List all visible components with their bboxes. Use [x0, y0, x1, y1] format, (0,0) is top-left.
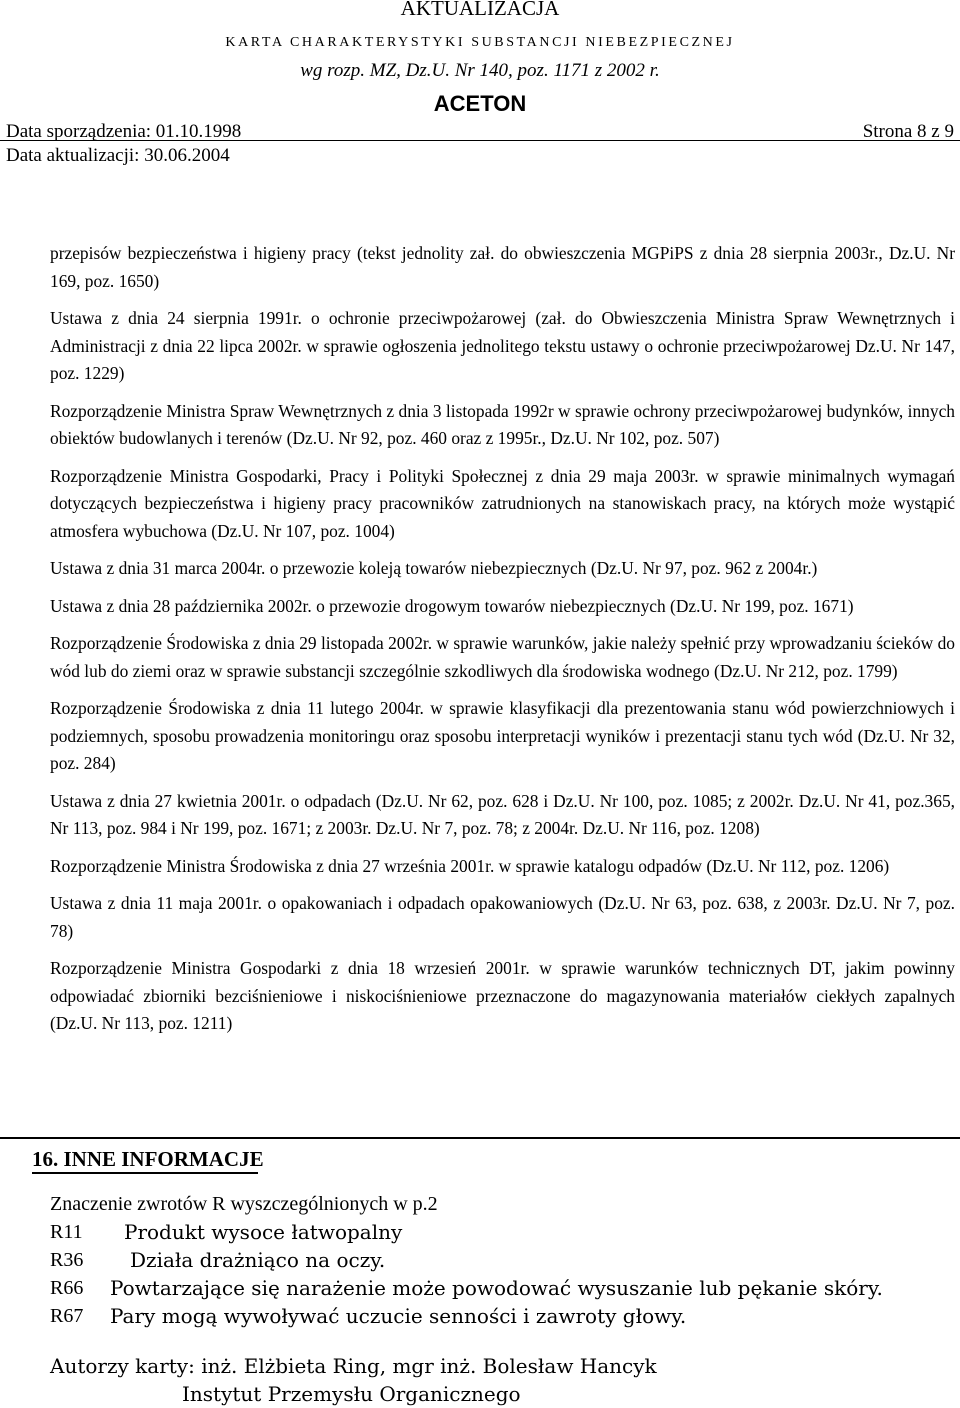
- regulation-paragraph: Rozporządzenie Środowiska z dnia 29 listopada 2002r. w sprawie warunków, jakie należy spełnić przy wprowadzaniu ścieków do wód lub do ziemi oraz w sprawie substancji szczególnie szkodliwych dla środowiska wodnego (Dz.U. Nr 212, poz. 1799): [50, 633, 955, 681]
- regulation-paragraph: Rozporządzenie Ministra Gospodarki z dnia 18 wrzesień 2001r. w sprawie warunków technicznych DT, jakim powinny odpowiadać zbiorniki bezciśnieniowe i niskociśnieniowe przeznaczone do magazynowania materiałów ciekłych zapalnych (Dz.U. Nr 113, poz. 1211): [50, 958, 955, 1033]
- r-phrase-text: Działa drażniąco na oczy.: [130, 1248, 386, 1272]
- regulation-paragraph: przepisów bezpieczeństwa i higieny pracy (tekst jednolity zał. do obwieszczenia MGPiPS z dnia 28 sierpnia 2003r., Dz.U. Nr 169, poz. 1650): [50, 243, 955, 291]
- regulation-paragraph: Rozporządzenie Ministra Spraw Wewnętrznych z dnia 3 listopada 1992r w sprawie ochrony przeciwpożarowej budynków, innych obiektów budowlanych i terenów (Dz.U. Nr 92, poz. 460 oraz z 1995r., Dz.U. Nr 102, poz. 507): [50, 400, 955, 448]
- creation-date: Data sporządzenia: 01.10.1998: [6, 121, 242, 142]
- authors-block: [50, 1352, 657, 1408]
- r-phrases-intro: Znaczenie zwrotów R wyszczególnionych w p.2: [50, 1193, 438, 1215]
- r-phrase-row: [50, 1218, 883, 1246]
- r-phrase-row: [50, 1302, 883, 1330]
- regulation-paragraph: Rozporządzenie Środowiska z dnia 11 lutego 2004r. w sprawie klasyfikacji dla prezentowania stanu wód powierzchniowych i podziemnych, sposobu prowadzenia monitoringu oraz sposobu interpretacji wyników i prezentacji stanu tych wód (Dz.U. Nr 32, poz. 284): [50, 698, 955, 773]
- section-divider: [0, 1137, 960, 1139]
- r-phrase-code: R36: [50, 1249, 84, 1271]
- authors-line: Autorzy karty: inż. Elżbieta Ring, mgr inż. Bolesław Hancyk: [50, 1354, 657, 1378]
- document-type: KARTA CHARAKTERYSTYKI SUBSTANCJI NIEBEZPIECZNEJ: [225, 35, 735, 50]
- regulation-paragraph: Ustawa z dnia 31 marca 2004r. o przewozie koleją towarów niebezpiecznych (Dz.U. Nr 97, poz. 962 z 2004r.): [50, 558, 818, 578]
- r-phrase-row: [50, 1246, 883, 1274]
- legal-basis: wg rozp. MZ, Dz.U. Nr 140, poz. 1171 z 2002 r.: [300, 60, 660, 81]
- substance-name: ACETON: [433, 91, 527, 116]
- regulation-paragraph: Rozporządzenie Ministra Gospodarki, Pracy i Polityki Społecznej z dnia 29 maja 2003r. w sprawie minimalnych wymagań dotyczących bezpieczeństwa i higieny pracy pracowników zatrudnionych na stanowiskach pracy, na których może wystąpić atmosfera wybuchowa (Dz.U. Nr 107, poz. 1004): [50, 465, 955, 541]
- r-phrase-text: Pary mogą wywoływać uczucie senności i zawroty głowy.: [110, 1304, 687, 1328]
- r-phrase-text: Powtarzające się narażenie może powodować wysuszanie lub pękanie skóry.: [110, 1276, 883, 1300]
- section-heading-underline: [32, 1172, 258, 1174]
- regulation-paragraph: Ustawa z dnia 24 sierpnia 1991r. o ochronie przeciwpożarowej (zał. do Obwieszczenia Ministra Spraw Wewnętrznych i Administracji z dnia 22 lipca 2002r. w sprawie ogłoszenia jednolitego tekstu ustawy o ochronie przeciwpożarowej Dz.U. Nr 147, poz. 1229): [50, 308, 955, 383]
- institute-name: Instytut Przemysłu Organicznego: [182, 1382, 521, 1406]
- r-phrases-block: [50, 1190, 883, 1330]
- update-title: AKTUALIZACJA: [400, 0, 560, 20]
- r-phrase-code: R67: [50, 1305, 84, 1327]
- regulations-list: [50, 240, 955, 1048]
- regulation-paragraph: Ustawa z dnia 28 października 2002r. o przewozie drogowym towarów niebezpiecznych (Dz.U. Nr 199, poz. 1671): [50, 595, 854, 616]
- r-phrase-code: R66: [50, 1277, 84, 1299]
- page-number: Strona 8 z 9: [862, 121, 954, 142]
- regulation-paragraph: Ustawa z dnia 11 maja 2001r. o opakowaniach i odpadach opakowaniowych (Dz.U. Nr 63, poz. 638, z 2003r. Dz.U. Nr 7, poz. 78): [50, 893, 955, 941]
- regulation-paragraph: Ustawa z dnia 27 kwietnia 2001r. o odpadach (Dz.U. Nr 62, poz. 628 i Dz.U. Nr 100, poz. 1085; z 2002r. Dz.U. Nr 41, poz.365, Nr 113, poz. 984 i Nr 199, poz. 1671; z 2003r. Dz.U. Nr 7, poz. 78; z 2004r. Dz.U. Nr 116, poz. 1208): [50, 790, 955, 838]
- r-phrase-text: Produkt wysoce łatwopalny: [124, 1220, 403, 1244]
- section-heading: 16. INNE INFORMACJE: [32, 1147, 264, 1171]
- r-phrase-row: [50, 1274, 883, 1302]
- update-date: Data aktualizacji: 30.06.2004: [6, 145, 230, 166]
- r-phrase-code: R11: [50, 1221, 83, 1243]
- regulation-paragraph: Rozporządzenie Ministra Środowiska z dnia 27 września 2001r. w sprawie katalogu odpadów (Dz.U. Nr 112, poz. 1206): [50, 855, 890, 876]
